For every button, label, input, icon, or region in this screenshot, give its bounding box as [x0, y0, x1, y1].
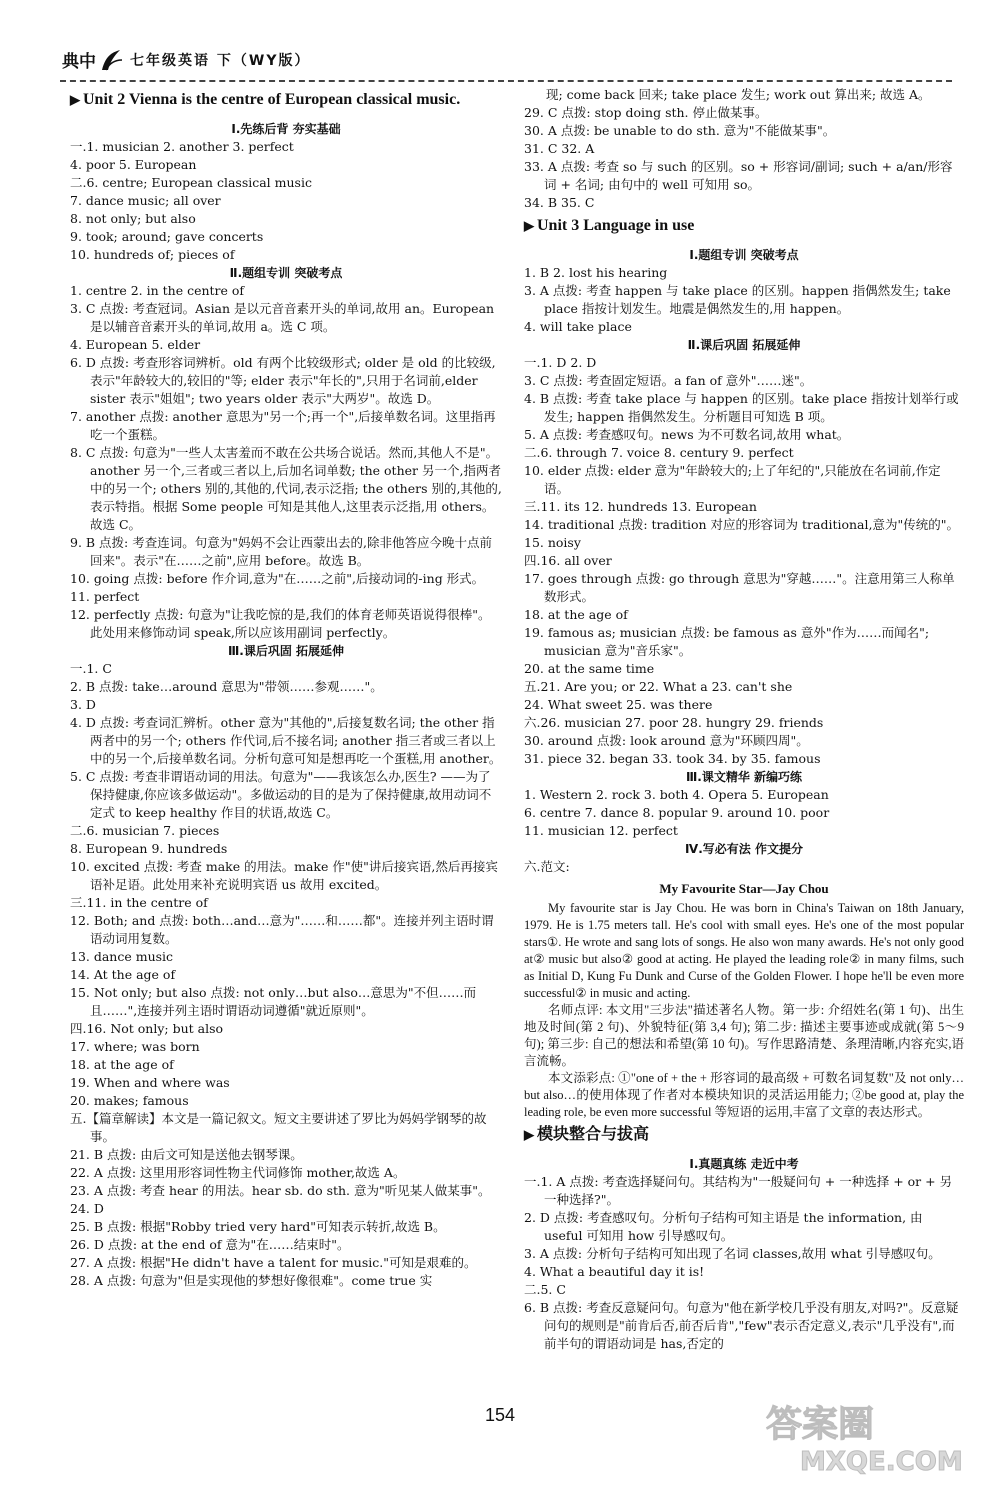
answer-line: 14. traditional 点拨: tradition 对应的形容词为 traditional,意为"传统的"。	[524, 517, 959, 532]
answer-line: 18. at the age of	[70, 1057, 174, 1072]
answer-line: 三.11. its 12. hundreds 13. European	[524, 499, 757, 514]
answer-line: 5. A 点拨: 考查感叹句。news 为不可数名词,故用 what。	[524, 427, 850, 442]
answer-line: 10. elder 点拨: elder 意为"年龄较大的;上了年纪的",只能放在名词前,作定语。	[524, 463, 941, 496]
left-column	[70, 86, 502, 1290]
answer-line: 5. C 点拨: 考查非谓语动词的用法。句意为"——我该怎么办,医生? ——为了保持健康,你应该多做运动"。多做运动的目的是为了保持健康,故用动词不定式 to keep healthy 作目的状语,故选 C。	[70, 769, 492, 820]
section-heading: Ⅳ.写必有法 作文提分	[685, 842, 803, 856]
sample-essay	[524, 880, 964, 1121]
answer-line: 3. D	[70, 697, 96, 712]
section-heading: Ⅱ.课后巩固 拓展延伸	[687, 338, 801, 352]
answer-line: 31. C 32. A	[524, 141, 595, 156]
answer-line: 4. will take place	[524, 319, 632, 334]
svg-text:MXQE.COM: MXQE.COM	[800, 1447, 963, 1477]
answer-line: 20. at the same time	[524, 661, 655, 676]
answer-line: 7. another 点拨: another 意思为"另一个;再一个",后接单数名词。这里指再吃一个蛋糕。	[70, 409, 496, 442]
answer-line: 二.5. C	[524, 1282, 566, 1297]
answer-line: 30. A 点拨: be unable to do sth. 意为"不能做某事"。	[524, 123, 836, 138]
svg-text:典中: 典中	[62, 52, 96, 72]
answer-line: 26. D 点拨: at the end of 意为"在……结束时"。	[70, 1237, 350, 1252]
triangle-bullet-icon: ▶	[524, 218, 534, 233]
answer-line: 10. hundreds of; pieces of	[70, 247, 235, 262]
answer-line: 17. goes through 点拨: go through 意思为"穿越……"。注意用第三人称单数形式。	[524, 571, 955, 604]
answer-line: 28. A 点拨: 句意为"但是实现他的梦想好像很难"。come true 实	[70, 1273, 433, 1288]
answer-line: 3. A 点拨: 分析句子结构可知出现了名词 classes,故用 what 引导感叹句。	[524, 1246, 941, 1261]
answer-line: 4. poor 5. European	[70, 157, 197, 172]
triangle-bullet-icon: ▶	[524, 1127, 534, 1142]
answer-line: 15. noisy	[524, 535, 581, 550]
answer-line: 24. D	[70, 1201, 104, 1216]
answer-line: 10. going 点拨: before 作介词,意为"在……之前",后接动词的-ing 形式。	[70, 571, 485, 586]
answer-line: 一.1. A 点拨: 考查选择疑问句。其结构为"一般疑问句 + 一种选择 + or + 另一种选择?"。	[524, 1174, 953, 1207]
right-answer-list-bottom	[524, 1155, 964, 1353]
answer-line: 10. excited 点拨: 考查 make 的用法。make 作"使"讲后接宾语,然后再接宾语补足语。此处用来补充说明宾语 us 故用 excited。	[70, 859, 498, 892]
answer-line: 五.21. Are you; or 22. What a 23. can't she	[524, 679, 793, 694]
answer-line: 8. C 点拨: 句意为"一些人太害羞而不敢在公共场合说话。然而,其他人不是"。another 另一个,三者或三者以上,后加名词单数; the other 另一个,指两者中的另一个; others 别的,其他的,代词,表示泛指; the others 别的,其他的,表示特指。根据 Some people 可知是其他人,这里表示泛指,用 others。故选 C。	[70, 445, 502, 532]
answer-line: 27. A 点拨: 根据"He didn't have a talent for music."可知是艰难的。	[70, 1255, 477, 1270]
right-column	[524, 86, 964, 1353]
essay-highlights: 本文添彩点: ①"one of + the + 形容词的最高级 + 可数名词复数"及 not only…but also…的使用体现了作者对本模块知识的灵活运用能力; ②be good at, play the leading role, be even more successful 等短语的运用,丰富了文章的表达形式。	[524, 1071, 964, 1119]
module-heading: ▶ 模块整合与拔高	[524, 1126, 650, 1143]
answer-line: 1. B 2. lost his hearing	[524, 265, 668, 280]
answer-line: 19. When and where was	[70, 1075, 230, 1090]
answer-line: 18. at the age of	[524, 607, 628, 622]
answer-line: 五.【篇章解读】本文是一篇记叙文。短文主要讲述了罗比为妈妈学钢琴的故事。	[70, 1111, 487, 1144]
answer-line: 8. European 9. hundreds	[70, 841, 228, 856]
answer-line: 6. D 点拨: 考查形容词辨析。old 有两个比较级形式; older 是 old 的比较级,表示"年龄较大的,较旧的"等; elder 表示"年长的",只用于名词前,elder sister 表示"姐姐"; two years older 表示"大两岁"。故选 D。	[70, 355, 496, 406]
answer-line: 3. A 点拨: 考查 happen 与 take place 的区别。happen 指偶然发生; take place 指按计划发生。地震是偶然发生的,用 happen。	[524, 283, 951, 316]
answer-line: 19. famous as; musician 点拨: be famous as 意外"作为……而闻名"; musician 意为"音乐家"。	[524, 625, 930, 658]
right-answer-list-top	[524, 86, 964, 212]
answer-line: 31. piece 32. began 33. took 34. by 35. famous	[524, 751, 821, 766]
triangle-bullet-icon: ▶	[70, 92, 80, 107]
section-heading: Ⅰ.题组专训 突破考点	[689, 248, 799, 262]
section-heading: Ⅰ.真题真练 走近中考	[689, 1157, 799, 1171]
right-answer-list-mid	[524, 246, 964, 876]
answer-line: 33. A 点拨: 考查 so 与 such 的区别。so + 形容词/副词; such + a/an/形容词 + 名词; 由句中的 well 可知用 so。	[524, 159, 953, 192]
answer-line: 2. D 点拨: 考查感叹句。分析句子结构可知主语是 the information, 由 useful 可知用 how 引导感叹句。	[524, 1210, 923, 1243]
book-title: 七年级英语 下（WY版）	[130, 53, 311, 69]
essay-teacher-comment: 名师点评: 本文用"三步法"描述著名人物。第一步: 介绍姓名(第 1 句)、出生地及时间(第 2 句)、外貌特征(第 3,4 句); 第二步: 描述主要事迹或成就(第 5～9 句); 第三步: 自己的想法和希望(第 10 句)。写作思路清楚、条理清晰,内容充实,语言流畅。	[524, 1003, 964, 1068]
answer-line: 29. C 点拨: stop doing sth. 停止做某事。	[524, 105, 768, 120]
answer-line: 17. where; was born	[70, 1039, 200, 1054]
answer-line: 4. B 点拨: 考查 take place 与 happen 的区别。take place 指按计划举行或发生; happen 指偶然发生。分析题目可知选 B 项。	[524, 391, 959, 424]
answer-line: 4. What a beautiful day it is!	[524, 1264, 705, 1279]
essay-title: My Favourite Star—Jay Chou	[659, 881, 829, 896]
answer-line: 6. B 点拨: 考查反意疑问句。句意为"他在新学校几乎没有朋友,对吗?"。反意疑问句的规则是"前肯后否,前否后肯","few"表示否定意义,表示"几乎没有",而前半句的谓语动词是 has,否定的	[524, 1300, 959, 1351]
page-header	[62, 48, 310, 74]
answer-line: 四.16. all over	[524, 553, 612, 568]
answer-line: 二.6. through 7. voice 8. century 9. perfect	[524, 445, 794, 460]
left-answer-list	[70, 120, 502, 1290]
answer-line: 六.26. musician 27. poor 28. hungry 29. friends	[524, 715, 824, 730]
answer-line: 三.11. in the centre of	[70, 895, 208, 910]
answer-line: 11. perfect	[70, 589, 140, 604]
answer-line: 9. B 点拨: 考查连词。句意为"妈妈不会让西蒙出去的,除非他答应今晚十点前回来"。表示"在……之前",应用 before。故选 B。	[70, 535, 492, 568]
answer-line: 23. A 点拨: 考查 hear 的用法。hear sb. do sth. 意为"听见某人做某事"。	[70, 1183, 491, 1198]
answer-line: 一.1. D 2. D	[524, 355, 597, 370]
answer-line: 13. dance music	[70, 949, 174, 964]
answer-line: 二.6. musician 7. pieces	[70, 823, 220, 838]
brand-logo-icon	[62, 48, 124, 74]
answer-line: 1. Western 2. rock 3. both 4. Opera 5. European	[524, 787, 829, 802]
answer-line: 6. centre 7. dance 8. popular 9. around 10. poor	[524, 805, 830, 820]
answer-line: 25. B 点拨: 根据"Robby tried very hard"可知表示转折,故选 B。	[70, 1219, 446, 1234]
answer-line: 24. What sweet 25. was there	[524, 697, 713, 712]
svg-text:答案圈: 答案圈	[766, 1404, 875, 1445]
answer-line: 11. musician 12. perfect	[524, 823, 678, 838]
answer-line: 12. Both; and 点拨: both…and…意为"……和……都"。连接并列主语时谓语动词用复数。	[70, 913, 494, 946]
section-heading: Ⅱ.题组专训 突破考点	[229, 266, 343, 280]
answer-line: 2. B 点拨: take…around 意思为"带领……参观……"。	[70, 679, 383, 694]
header-divider	[60, 80, 952, 82]
answer-line: 3. C 点拨: 考查固定短语。a fan of 意外"……迷"。	[524, 373, 813, 388]
answer-line: 21. B 点拨: 由后文可知是送他去钢琴课。	[70, 1147, 303, 1162]
answer-line: 30. around 点拨: look around 意为"环顾四周"。	[524, 733, 809, 748]
answer-line: 12. perfectly 点拨: 句意为"让我吃惊的是,我们的体育老师英语说得很棒"。此处用来修饰动词 speak,所以应该用副词 perfectly。	[70, 607, 491, 640]
unit-2-heading: ▶ Unit 2 Vienna is the centre of European classical music.	[70, 91, 461, 108]
answer-line: 3. C 点拨: 考查冠词。Asian 是以元音音素开头的单词,故用 an。European 是以辅音音素开头的单词,故用 a。选 C 项。	[70, 301, 495, 334]
answer-line: 四.16. Not only; but also	[70, 1021, 224, 1036]
answer-line: 一.1. musician 2. another 3. perfect	[70, 139, 294, 154]
answer-line: 14. At the age of	[70, 967, 176, 982]
answer-line: 9. took; around; gave concerts	[70, 229, 264, 244]
answer-line: 一.1. C	[70, 661, 112, 676]
section-heading: Ⅲ.课文精华 新编巧练	[685, 770, 803, 784]
answer-line: 六.范文:	[524, 859, 570, 874]
answer-line: 二.6. centre; European classical music	[70, 175, 312, 190]
section-heading: Ⅲ.课后巩固 拓展延伸	[227, 644, 345, 658]
answer-line: 4. European 5. elder	[70, 337, 201, 352]
answer-line: 1. centre 2. in the centre of	[70, 283, 245, 298]
answer-line: 34. B 35. C	[524, 195, 595, 210]
answer-line: 15. Not only; but also 点拨: not only…but also…意思为"不但……而且……",连接并列主语时谓语动词遵循"就近原则"。	[70, 985, 477, 1018]
answer-continuation: 现; come back 回来; take place 发生; work out 算出来; 故选 A。	[546, 87, 931, 102]
unit-3-heading: ▶ Unit 3 Language in use	[524, 217, 695, 234]
essay-body: My favourite star is Jay Chou. He was born in China's Taiwan on 18th January, 1979. He is 1.75 meters tall. He's cool with small eyes. He's one of the most popular stars①. He wrote and sang lots of songs. He also won many awards. He's not only good at② music but also② good at acting. He played the leading role② in many films, such as Initial D, Kung Fu Dunk and Curse of the Golden Flower. I hope he'll be even more successful② in music and acting.	[524, 901, 964, 1000]
mxqe-watermark-icon	[760, 1390, 985, 1480]
section-heading: Ⅰ.先练后背 夯实基础	[231, 122, 341, 136]
answer-line: 22. A 点拨: 这里用形容词性物主代词修饰 mother,故选 A。	[70, 1165, 406, 1180]
answer-line: 8. not only; but also	[70, 211, 196, 226]
answer-line: 7. dance music; all over	[70, 193, 221, 208]
page-number: 154	[484, 1405, 516, 1425]
answer-line: 4. D 点拨: 考查词汇辨析。other 意为"其他的",后接复数名词; the other 指两者中的另一个; others 作代词,后不接名词; another 指三者或三者以上中的另一个,后接单数名词。分析句意可知是想再吃一个蛋糕,用 another。	[70, 715, 502, 766]
answer-line: 20. makes; famous	[70, 1093, 189, 1108]
